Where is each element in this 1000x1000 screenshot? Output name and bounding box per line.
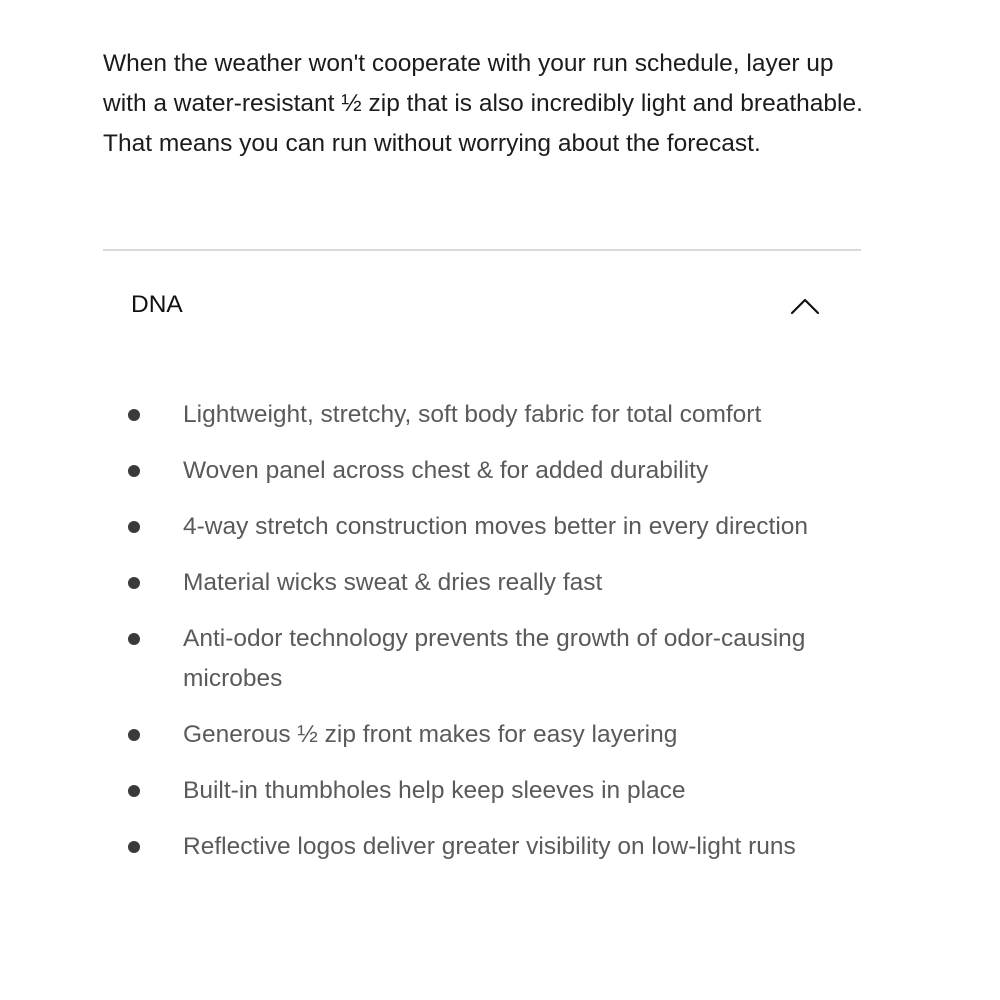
list-item-text: Reflective logos deliver greater visibility on low-light runs [183, 833, 796, 860]
list-item [103, 827, 873, 867]
bullet-icon [128, 785, 140, 797]
list-item-text: Built-in thumbholes help keep sleeves in place [183, 777, 686, 804]
list-item-text: Material wicks sweat & dries really fast [183, 569, 603, 596]
list-item [103, 619, 873, 699]
list-item-text: 4-way stretch construction moves better in every direction [183, 513, 809, 540]
list-item [103, 771, 873, 811]
bullet-icon [128, 633, 140, 645]
list-item [103, 563, 873, 603]
list-item [103, 507, 873, 547]
bullet-icon [128, 841, 140, 853]
list-item-text: Woven panel across chest & for added durability [183, 457, 709, 484]
list-item [103, 451, 873, 491]
dna-feature-list [103, 395, 873, 883]
bullet-icon [128, 465, 140, 477]
dna-accordion-toggle[interactable] [103, 276, 861, 336]
list-item [103, 715, 873, 755]
chevron-up-icon[interactable] [789, 294, 821, 318]
bullet-icon [128, 577, 140, 589]
list-item-text: Anti-odor technology prevents the growth of odor-causing microbes [183, 625, 806, 692]
list-item-text: Lightweight, stretchy, soft body fabric for total comfort [183, 401, 762, 428]
bullet-icon [128, 729, 140, 741]
product-description: When the weather won't cooperate with your run schedule, layer up with a water-resistant ½ zip that is also incredibly light and breathable. That means you can run without worrying about the forecast. [103, 50, 863, 157]
list-item [103, 395, 873, 435]
bullet-icon [128, 409, 140, 421]
bullet-icon [128, 521, 140, 533]
accordion-title: DNA [131, 291, 183, 318]
section-divider [103, 249, 861, 251]
list-item-text: Generous ½ zip front makes for easy layering [183, 721, 678, 748]
